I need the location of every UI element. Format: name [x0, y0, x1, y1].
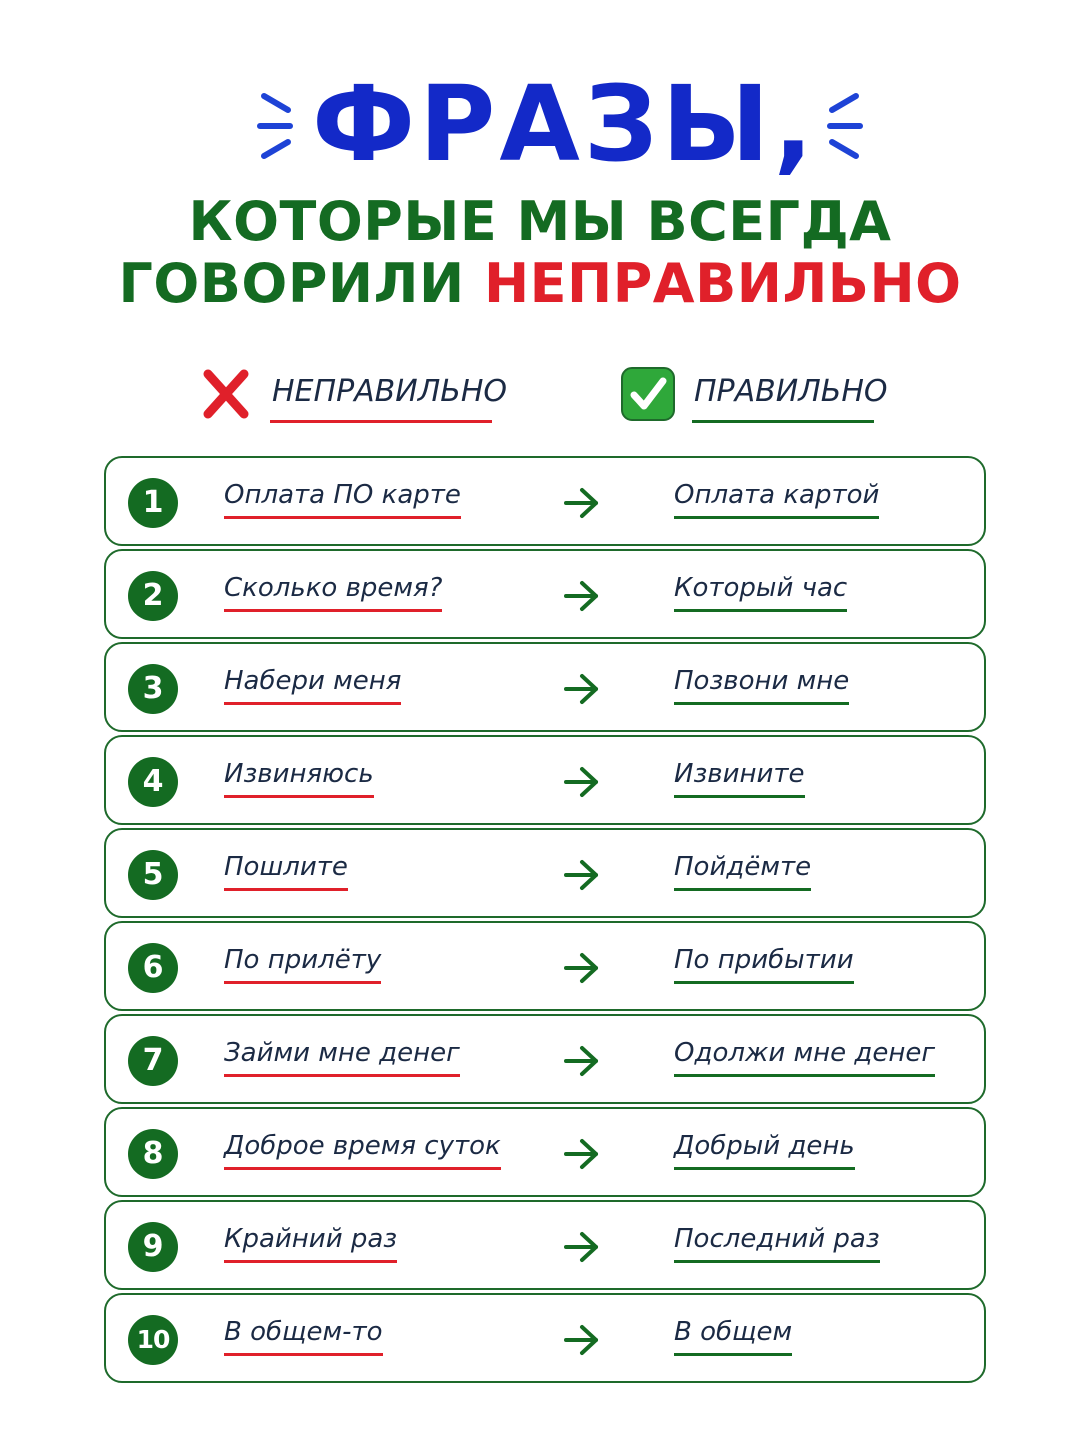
check-icon [620, 366, 676, 422]
table-row [104, 1014, 986, 1104]
table-row [104, 456, 986, 546]
subtitle-line-1: КОТОРЫЕ МЫ ВСЕГДА [188, 190, 892, 253]
correct-phrase: Пойдёмте [674, 852, 811, 891]
table-row [104, 921, 986, 1011]
wrong-phrase: Сколько время? [224, 573, 442, 612]
wrong-phrase: По прилёту [224, 945, 381, 984]
arrow-right-icon [562, 951, 602, 985]
wrong-phrase: Займи мне денег [224, 1038, 460, 1077]
row-number-badge: 4 [128, 757, 178, 807]
subtitle-prefix: ГОВОРИЛИ [118, 252, 465, 315]
phrases-table [104, 456, 986, 1386]
row-number-badge: 5 [128, 850, 178, 900]
column-header-wrong [198, 360, 508, 430]
correct-phrase: Извините [674, 759, 805, 798]
table-row [104, 1107, 986, 1197]
column-header-right [620, 360, 900, 430]
row-number-badge: 2 [128, 571, 178, 621]
burst-right-icon [790, 86, 870, 166]
correct-phrase: Который час [674, 573, 847, 612]
arrow-right-icon [562, 858, 602, 892]
table-row [104, 828, 986, 918]
arrow-right-icon [562, 672, 602, 706]
wrong-phrase: Извиняюсь [224, 759, 374, 798]
table-row [104, 549, 986, 639]
table-row [104, 1200, 986, 1290]
correct-phrase: Одолжи мне денег [674, 1038, 935, 1077]
wrong-phrase: В общем-то [224, 1317, 383, 1356]
subtitle-line-2 [0, 252, 1080, 315]
table-row [104, 1293, 986, 1383]
arrow-right-icon [562, 1230, 602, 1264]
column-header-right-label: ПРАВИЛЬНО [694, 374, 888, 409]
row-number-badge: 6 [128, 943, 178, 993]
correct-phrase: Добрый день [674, 1131, 855, 1170]
table-row [104, 735, 986, 825]
arrow-right-icon [562, 1137, 602, 1171]
wrong-phrase: Набери меня [224, 666, 401, 705]
title-row [0, 64, 1080, 184]
wrong-phrase: Пошлите [224, 852, 348, 891]
arrow-right-icon [562, 579, 602, 613]
header [0, 0, 1080, 330]
wrong-phrase: Оплата ПО карте [224, 480, 461, 519]
arrow-right-icon [562, 1044, 602, 1078]
correct-phrase: В общем [674, 1317, 792, 1356]
table-row [104, 642, 986, 732]
page-title: ФРАЗЫ, [312, 63, 817, 185]
column-header-wrong-underline [270, 420, 492, 423]
row-number-badge: 8 [128, 1129, 178, 1179]
wrong-phrase: Доброе время суток [224, 1131, 501, 1170]
row-number-badge: 1 [128, 478, 178, 528]
row-number-badge: 9 [128, 1222, 178, 1272]
arrow-right-icon [562, 1323, 602, 1357]
correct-phrase: По прибытии [674, 945, 854, 984]
wrong-phrase: Крайний раз [224, 1224, 397, 1263]
cross-icon [198, 366, 254, 422]
arrow-right-icon [562, 765, 602, 799]
row-number-badge: 3 [128, 664, 178, 714]
correct-phrase: Последний раз [674, 1224, 880, 1263]
correct-phrase: Оплата картой [674, 480, 879, 519]
row-number-badge: 7 [128, 1036, 178, 1086]
row-number-badge: 10 [128, 1315, 178, 1365]
arrow-right-icon [562, 486, 602, 520]
subtitle-accent: НЕПРАВИЛЬНО [483, 252, 962, 315]
correct-phrase: Позвони мне [674, 666, 849, 705]
column-header-wrong-label: НЕПРАВИЛЬНО [272, 374, 508, 409]
column-header-right-underline [692, 420, 874, 423]
